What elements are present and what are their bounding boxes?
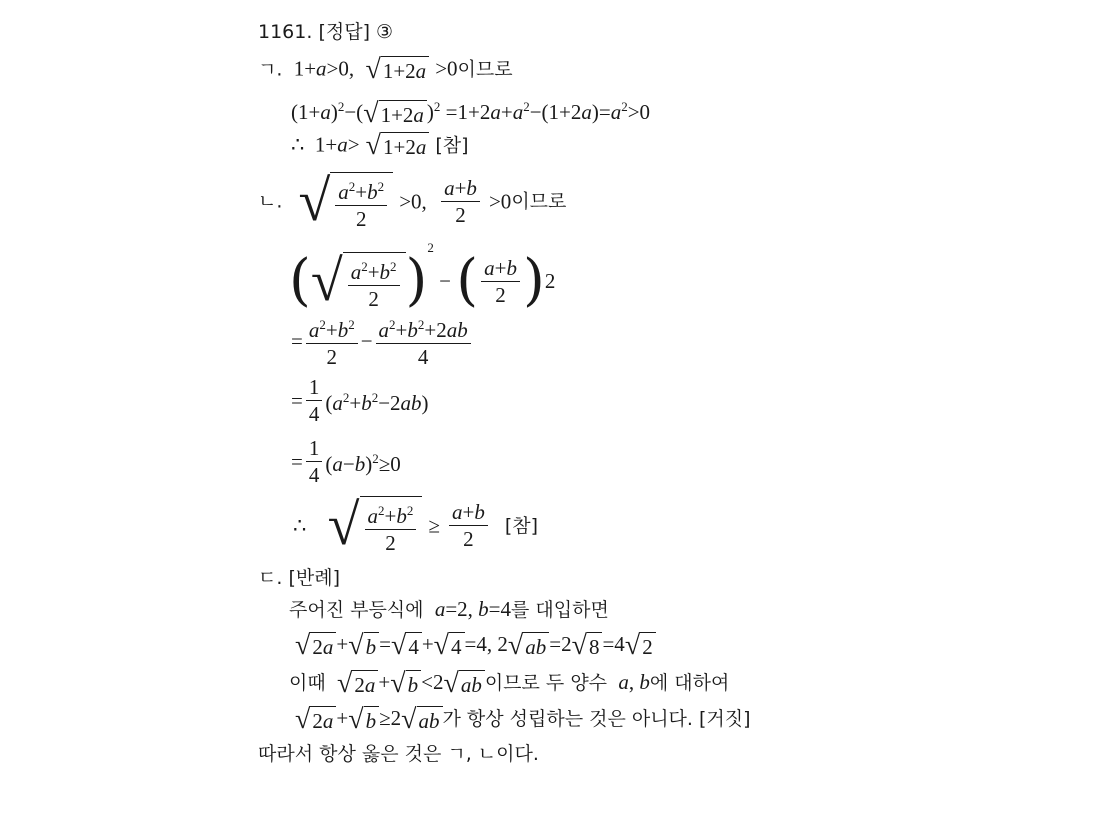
math-sqrt: √ 1+2a xyxy=(365,56,429,84)
item-n-difference: ( √ $\frac{a^2+b^2}{2}$ )$^2$ − ( $\frac{a+b}{2}$ )2 xyxy=(289,240,556,314)
item-d-result: √ 2a + √ b ≥2 √ ab 가 항상 성립하는 것은 아니다. [거짓] xyxy=(295,704,751,736)
math: 1+a>0, xyxy=(288,56,360,81)
item-d-calc: √ 2a + √ b = √ 4 + √ 4 =4, 2 √ ab =2 √ 8 =4 √ 2 xyxy=(295,632,656,660)
item-g-result: ∴ 1+a> √ 1+2a [참] xyxy=(291,130,469,161)
item-d-header xyxy=(258,566,340,590)
conclusion: 따라서 항상 옳은 것은 ㄱ, ㄴ이다. xyxy=(258,743,539,765)
answer-label: [정답] xyxy=(318,21,370,43)
item-n-step2: = $\frac{1}{4}$ $(a^2+b^2-2ab)$ xyxy=(291,375,429,426)
item-n-condition: ㄴ. √ $\frac{a^2+b^2}{2}$ >0, $\frac{a+b}{2}$ >0이므로 xyxy=(258,168,567,233)
problem-number: 1161. xyxy=(258,21,313,43)
problem-header xyxy=(258,20,393,44)
counter-label: [반례] xyxy=(288,567,340,589)
item-n-result: ∴ √ $\frac{a^2+b^2}{2}$ ≥ $\frac{a+b}{2}$ [참] xyxy=(293,492,539,557)
item-d-marker: ㄷ. xyxy=(258,567,283,589)
item-d-compare: 이때 √ 2a + √ b <2 √ ab 이므로 두 양수 a, b에 대하여 xyxy=(289,668,730,700)
item-n-marker: ㄴ. xyxy=(258,190,283,213)
item-d-substitute: 주어진 부등식에 a=2, b=4를 대입하면 xyxy=(289,597,609,621)
text-imeuro: 이므로 xyxy=(457,58,513,81)
item-g-condition: ㄱ. 1+a>0, √ 1+2a >0이므로 xyxy=(258,54,513,85)
item-n-step1: = $\frac{a^2+b^2}{2}$ − $\frac{a^2+b^2+2ab}{4}$ xyxy=(291,313,474,369)
item-g-expansion: $(1+a)^2-$( √ 1+2a )$^2 =1+2a+a^2-(1+2a)=a^2>0$ xyxy=(291,98,651,130)
answer-value: ③ xyxy=(376,21,394,43)
item-g-marker: ㄱ. xyxy=(258,58,283,81)
true-mark: [참] xyxy=(435,134,469,157)
false-mark: [거짓] xyxy=(699,708,751,730)
item-n-step3: = $\frac{1}{4}$ $(a-b)^2\ge 0$ xyxy=(291,436,401,487)
